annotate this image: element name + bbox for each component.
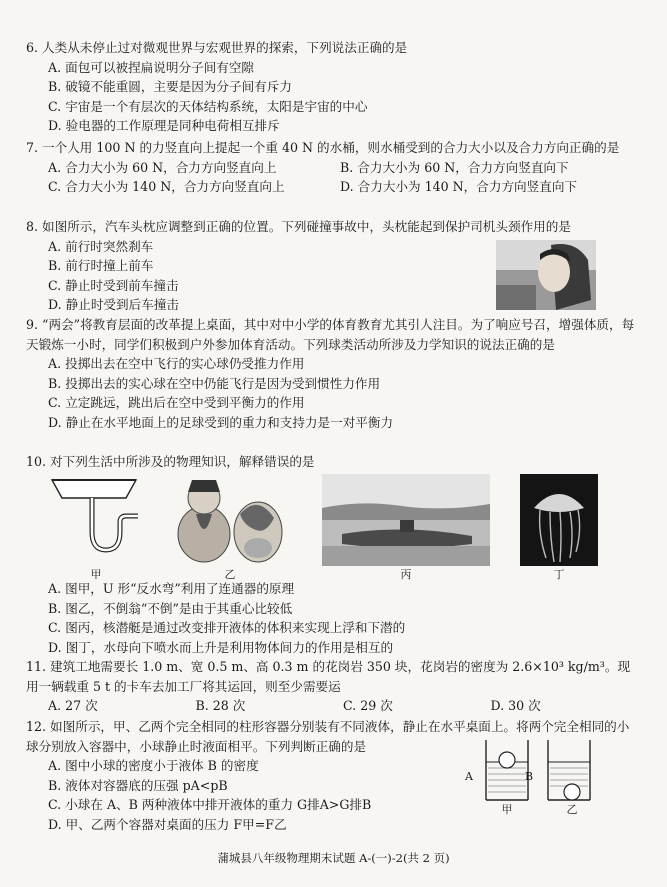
option-b: B. 28 次 xyxy=(195,698,246,714)
label-liquid-b: B xyxy=(524,770,534,783)
option-d: D. 验电器的工作原理是同种电荷相互排斥 xyxy=(48,118,280,134)
figure-submarine xyxy=(322,474,490,566)
option-a: A. 面包可以被捏扁说明分子间有空隙 xyxy=(48,59,255,75)
label-liquid-a: A xyxy=(465,770,473,783)
caption-jia: 甲 xyxy=(90,568,102,581)
question-7 xyxy=(26,138,638,197)
question-stem: 10. 对下列生活中所涉及的物理知识，解释错误的是 xyxy=(26,454,315,469)
question-stem: 6. 人类从未停止过对微观世界与宏观世界的探索，下列说法正确的是 xyxy=(26,40,408,55)
option-a: A. 图中小球的密度小于液体 B 的密度 xyxy=(48,758,259,774)
option-b: B. 合力大小为 60 N，合力方向竖直向下 xyxy=(340,159,569,175)
caption-yi: 乙 xyxy=(224,568,236,581)
option-d: D. 甲、乙两个容器对桌面的压力 F甲=F乙 xyxy=(48,816,287,832)
question-10-options xyxy=(26,579,638,657)
question-stem: 8. 如图所示，汽车头枕应调整到正确的位置。下列碰撞事故中，头枕能起到保护司机头颈作用的是 xyxy=(26,219,571,234)
option-c: C. 静止时受到前车撞击 xyxy=(48,277,179,293)
option-a: A. 投掷出去在空中飞行的实心球仍受推力作用 xyxy=(48,356,305,372)
option-c: C. 图丙，核潜艇是通过改变排开液体的体积来实现上浮和下潜的 xyxy=(48,620,406,636)
label-yi: 乙 xyxy=(566,803,578,816)
option-c: C. 宇宙是一个有层次的天体结构系统，太阳是宇宙的中心 xyxy=(48,98,368,114)
question-9 xyxy=(26,315,638,433)
option-b: B. 液体对容器底的压强 pA<pB xyxy=(48,777,228,793)
question-11 xyxy=(26,657,638,716)
option-d: D. 静止在水平地面上的足球受到的重力和支持力是一对平衡力 xyxy=(48,414,394,430)
question-stem: 12. 如图所示，甲、乙两个完全相同的柱形容器分别装有不同液体，静止在水平桌面上。将两个完全相同的小球分别放入容器中，小球静止时液面相平。下列判断正确的是 xyxy=(26,719,630,754)
option-a: A. 27 次 xyxy=(48,698,98,714)
option-c: C. 立定跳远，跳出后在空中受到平衡力的作用 xyxy=(48,395,305,411)
option-a: A. 合力大小为 60 N，合力方向竖直向上 xyxy=(48,159,277,175)
headrest-photo xyxy=(496,240,596,310)
option-b: B. 图乙，不倒翁“不倒”是由于其重心比较低 xyxy=(48,600,293,616)
figure-jellyfish xyxy=(520,474,598,566)
caption-ding: 丁 xyxy=(553,568,565,581)
option-c: C. 小球在 A、B 两种液体中排开液体的重力 G排A>G排B xyxy=(48,797,372,813)
question-6 xyxy=(26,38,638,136)
figure-u-trap xyxy=(44,472,144,562)
question-10 xyxy=(26,452,638,472)
option-a: A. 前行时突然刹车 xyxy=(48,238,154,254)
option-d: D. 静止时受到后车撞击 xyxy=(48,297,179,313)
option-d: D. 合力大小为 140 N，合力方向竖直向下 xyxy=(340,179,578,195)
option-c: C. 29 次 xyxy=(343,698,393,714)
page-footer: 蒲城县八年级物理期末试题 A-(一)-2(共 2 页) xyxy=(217,851,450,865)
question-stem: 9. “两会”将教育层面的改革提上桌面，其中对中小学的体育教育尤其引人注目。为了响应号召，增强体质，每天锻炼一小时，同学们积极到户外参加体育活动。下列球类活动所涉及力学知识的说法正确的是 xyxy=(26,317,635,352)
question-stem: 11. 建筑工地需要长 1.0 m、宽 0.5 m、高 0.3 m 的花岗岩 350 块，花岗岩的密度为 2.6×10³ kg/m³。现用一辆载重 5 t 的卡车去加工厂将其运回，则至少需要运 xyxy=(26,659,631,694)
option-a: A. 图甲，U 形“反水弯”利用了连通器的原理 xyxy=(48,581,295,596)
caption-bing: 丙 xyxy=(400,568,412,581)
option-b: B. 破镜不能重圆，主要是因为分子间有斥力 xyxy=(48,79,292,95)
option-d: D. 30 次 xyxy=(490,698,541,714)
figure-tumbler xyxy=(170,474,290,566)
question-stem: 7. 一个人用 100 N 的力竖直向上提起一个重 40 N 的水桶，则水桶受到的合力大小以及合力方向正确的是 xyxy=(26,140,620,155)
label-jia: 甲 xyxy=(501,803,513,816)
option-c: C. 合力大小为 140 N，合力方向竖直向上 xyxy=(48,179,285,195)
option-d: D. 图丁，水母向下喷水而上升是利用物体间力的作用是相互的 xyxy=(48,639,394,655)
option-b: B. 投掷出去的实心球在空中仍能飞行是因为受到惯性力作用 xyxy=(48,375,381,391)
option-b: B. 前行时撞上前车 xyxy=(48,258,154,274)
